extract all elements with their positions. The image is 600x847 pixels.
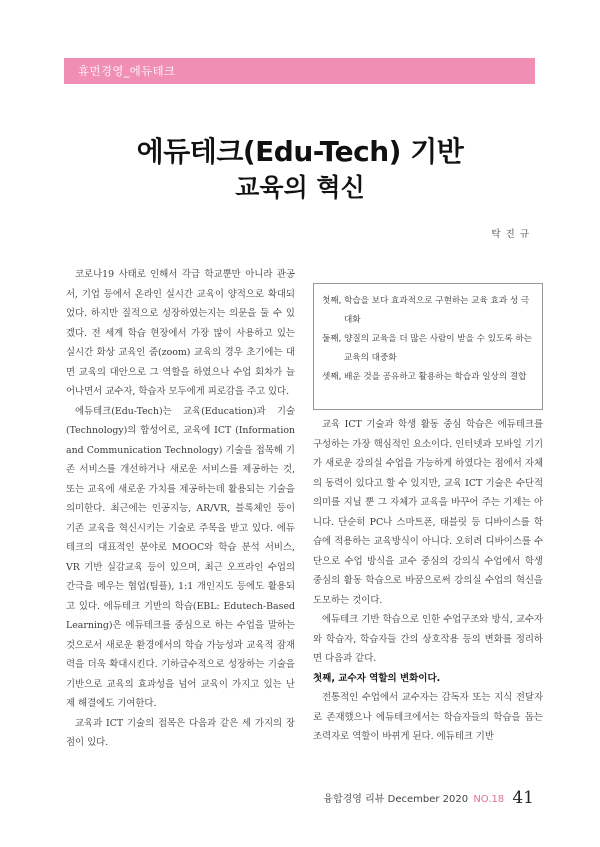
- page-number: 41: [512, 788, 534, 808]
- article-title-line2: 교육의 혁신: [235, 173, 365, 202]
- advantages-box: [313, 283, 543, 410]
- body-paragraph: 에듀테크 기반 학습으로 인한 수업구조와 방식, 교수자와 학습자, 학습자들 간의 상호작용 등의 변화를 정리하면 다음과 같다.: [313, 614, 543, 664]
- right-column: [313, 415, 543, 747]
- issue-number: NO.18: [473, 794, 505, 805]
- article-title-line1: 에듀테크(Edu-Tech) 기반: [136, 135, 464, 168]
- page-footer: [323, 788, 534, 808]
- body-paragraph: 에듀테크(Edu-Tech)는 교육(Education)과 기술(Technology)의 합성어로, 교육에 ICT (Information and Communication Technology) 기술을 접목해 기존 서비스를 개선하거나 새로운 서비스를 제공하는 것, 또는 교육에 새로운 가치를 제공하는데 활용되는 기술을 의미한다. 최근에는 인공지능, AR/VR, 블록체인 등이 기존 교육을 혁신시키는 기술로 주목을 받고 있다. 에듀테크의 대표적인 분야로 MOOC와 학습 분석 서비스, VR 기반 실감교육 등이 있으며, 최근 오프라인 수업의 간극을 메우는 협업(팀플), 1:1 개인지도 등에도 활용되고 있다. 에듀테크 기반의 학습(EBL: Edutech-Based Learning)은 에듀테크를 중심으로 하는 수업을 말하는 것으로서 새로운 환경에서의 학습 가능성과 교육적 잠재력을 더욱 확대시킨다. 기하급수적으로 성장하는 기술을 기반으로 교육의 효과성을 넘어 교육이 가지고 있는 난제 해결에도 기여한다.: [66, 405, 295, 709]
- body-paragraph: 코로나19 사태로 인해서 각급 학교뿐만 아니라 관공서, 기업 등에서 온라인 실시간 교육이 양적으로 확대되었다. 하지만 질적으로 성장하였는지는 의문을 둘 수 있겠다. 전 세계 학습 현장에서 가장 많이 사용하고 있는 실시간 화상 교육인 줌(zoom) 교육의 경우 초기에는 대면 교육의 대안으로 그 역할을 하였으나 수업 회차가 늘어나면서 교수자, 학습자 모두에게 피로감을 주고 있다.: [66, 269, 295, 397]
- body-paragraph: 교육과 ICT 기술의 접목은 다음과 같은 세 가지의 장점이 있다.: [66, 717, 295, 748]
- advantage-item: 셋째, 배운 것을 공유하고 활용하는 학습과 일상의 결합: [322, 372, 527, 382]
- publication-name: 융합경영 리뷰 December 2020: [323, 794, 469, 805]
- left-column: [66, 265, 295, 753]
- category-label: 휴먼경영_에듀테크: [78, 64, 176, 78]
- advantage-item: 첫째, 학습을 보다 효과적으로 구현하는 교육 효과 성 극대화: [322, 296, 530, 325]
- body-paragraph: 전통적인 수업에서 교수자는 감독자 또는 지식 전달자로 존재했으나 에듀테크에서는 학습자들의 학습을 돕는 조력자로 역할이 바뀌게 된다. 에듀테크 기반: [313, 692, 543, 742]
- section-heading: 첫째, 교수자 역할의 변화이다.: [313, 672, 441, 684]
- author-name: 탁 진 규: [491, 229, 530, 240]
- advantage-item: 둘째, 양질의 교육을 더 많은 사람이 받을 수 있도록 하는 교육의 대중화: [322, 334, 532, 363]
- body-paragraph: 교육 ICT 기술과 학생 활동 중심 학습은 에듀테크를 구성하는 가장 핵심적인 요소이다. 인터넷과 모바일 기기가 새로운 강의실 수업을 가능하게 하였다는 점에서 자체의 동력이 있다고 할 수 있지만, 교육 ICT 기술은 수단적 의미를 지닐 뿐 그 자체가 교육을 바꾸어 주는 기제는 아니다. 단순히 PC나 스마트폰, 태블릿 등 디바이스를 학습에 적용하는 교육방식이 아니다. 오히려 디바이스를 수단으로 수업 방식을 교수 중심의 강의식 수업에서 학생 중심의 활동 학습으로 바꿈으로써 강의실 수업의 혁신을 도모하는 것이다.: [313, 419, 543, 606]
